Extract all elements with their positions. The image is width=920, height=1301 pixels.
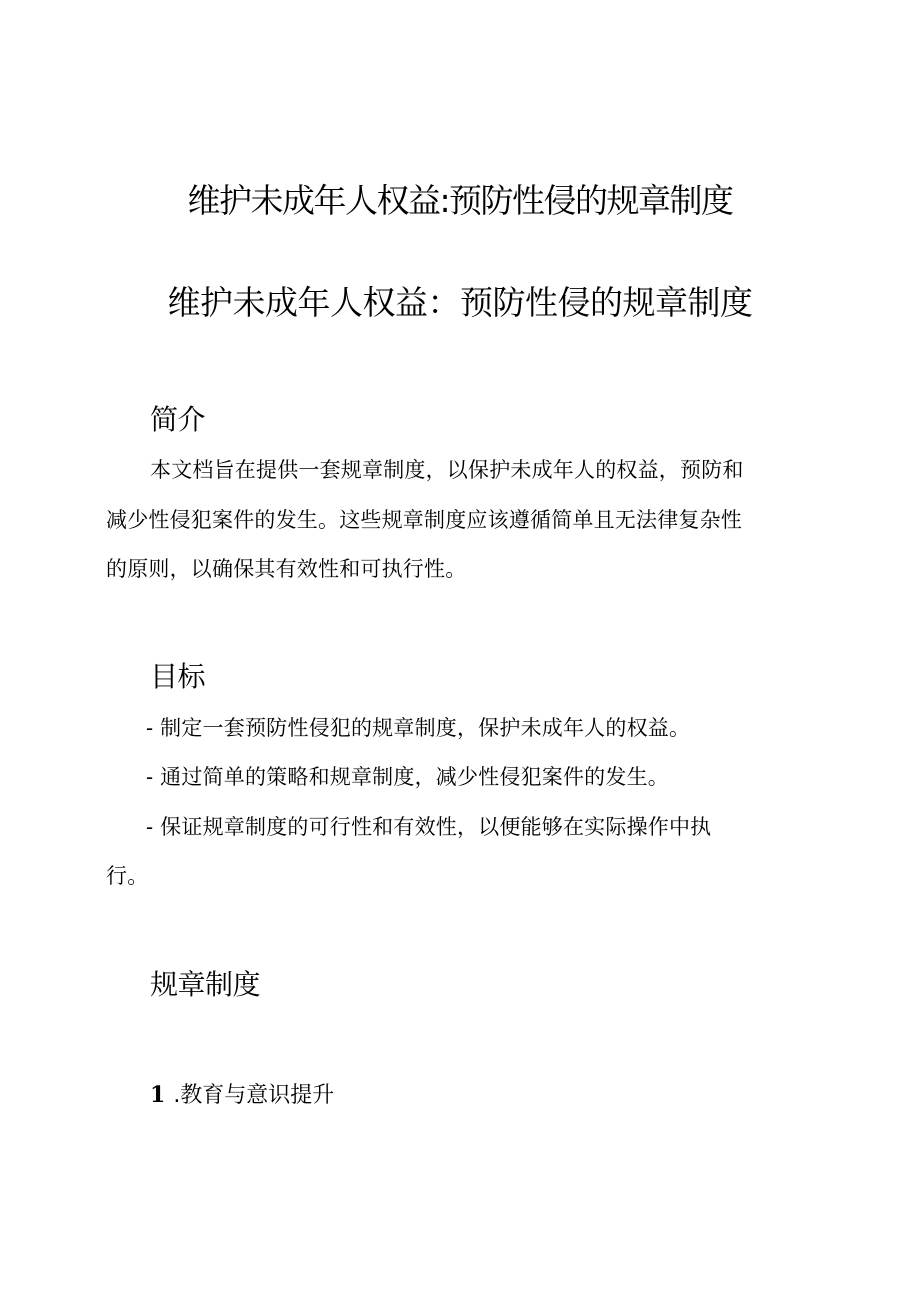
rules-item-1-label: .教育与意识提升: [173, 1083, 335, 1108]
rules-item-1-heading: [150, 1080, 334, 1111]
rules-heading: 规章制度: [150, 968, 261, 1001]
goals-heading: 目标: [150, 660, 206, 693]
rules-item-1-number: 1: [150, 1082, 166, 1108]
goal-list-item-continuation: 行。: [106, 864, 149, 888]
intro-heading: 简介: [150, 403, 206, 436]
goal-list-item: - 通过简单的策略和规章制度，减少性侵犯案件的发生。: [146, 765, 669, 789]
intro-paragraph-line: 本文档旨在提供一套规章制度，以保护未成年人的权益，预防和: [150, 458, 744, 482]
document-title-line-1: 维护未成年人权益:预防性侵的规章制度: [187, 181, 733, 220]
document-title-line-2: 维护未成年人权益：预防性侵的规章制度: [167, 283, 753, 322]
intro-paragraph-line: 的原则，以确保其有效性和可执行性。: [106, 557, 467, 581]
intro-paragraph-line: 减少性侵犯案件的发生。这些规章制度应该遵循简单且无法律复杂性: [106, 508, 742, 532]
goal-list-item: - 保证规章制度的可行性和有效性，以便能够在实际操作中执: [146, 815, 712, 839]
goal-list-item: - 制定一套预防性侵犯的规章制度，保护未成年人的权益。: [146, 716, 691, 740]
